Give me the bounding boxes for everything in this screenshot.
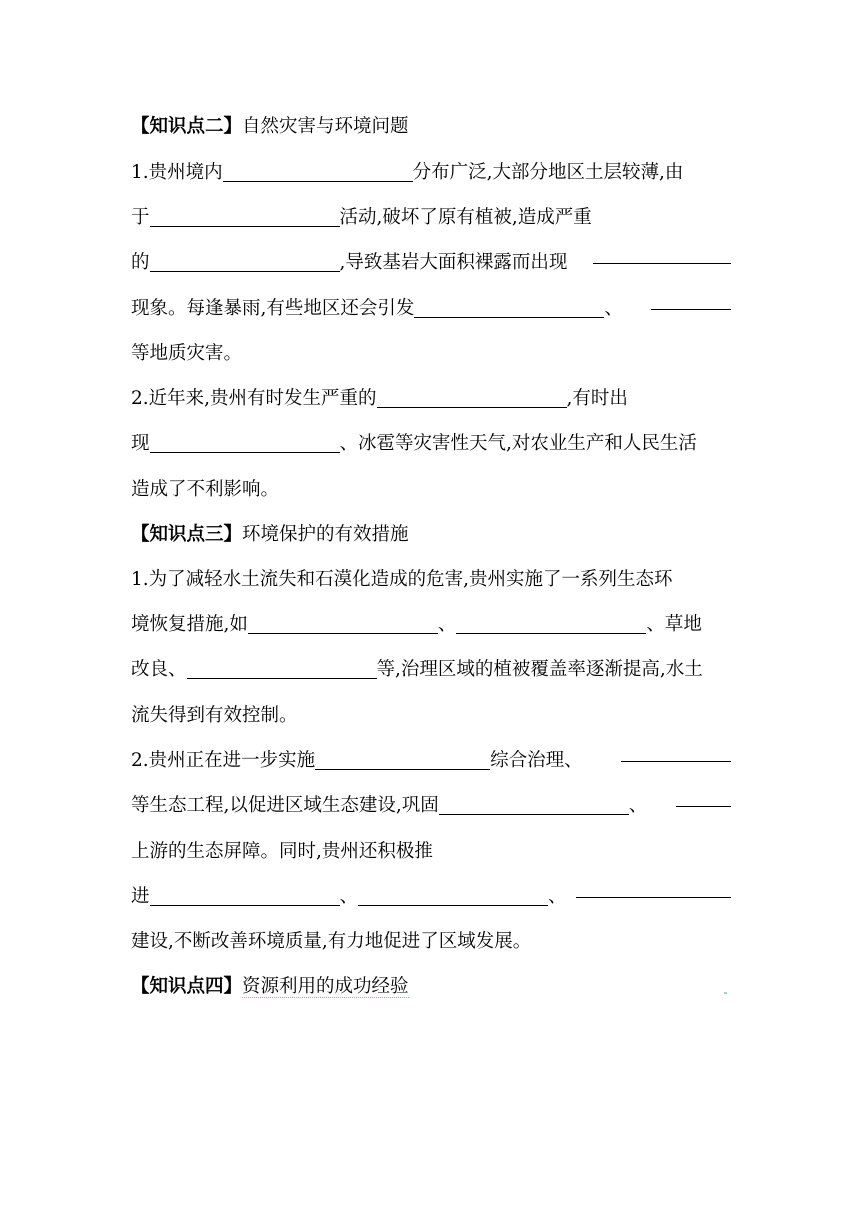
text-run: ,导致基岩大面积裸露而出现 bbox=[339, 252, 568, 273]
text-run: 2.近年来,贵州有时发生严重的 bbox=[131, 388, 377, 409]
fill-blank[interactable] bbox=[377, 387, 567, 408]
paragraph-line bbox=[131, 334, 731, 374]
text-run: 、冰雹等灾害性天气,对农业生产和人民生活 bbox=[339, 433, 697, 454]
text-run: 现 bbox=[131, 433, 150, 454]
text-run: ,有时出 bbox=[566, 388, 628, 409]
fill-blank[interactable] bbox=[223, 161, 413, 182]
section-heading-4 bbox=[131, 967, 731, 1007]
text-run: 境恢复措施,如 bbox=[131, 614, 248, 635]
paragraph-line bbox=[131, 650, 731, 690]
paragraph-line bbox=[131, 560, 731, 600]
paragraph-line bbox=[131, 832, 731, 872]
text-run: 上游的生态屏障。同时,贵州还积极推 bbox=[131, 841, 433, 862]
paragraph-line bbox=[131, 424, 731, 464]
text-run: 进 bbox=[131, 886, 150, 907]
fill-blank[interactable] bbox=[651, 289, 731, 310]
paragraph-line bbox=[131, 786, 731, 826]
text-run: 等生态工程,以促进区域生态建设,巩固 bbox=[131, 795, 439, 816]
fill-blank[interactable] bbox=[358, 885, 548, 906]
paragraph-line bbox=[131, 379, 731, 419]
section-bracket-title: 【知识点二】 bbox=[131, 116, 243, 137]
paragraph-line bbox=[131, 922, 731, 962]
text-run: 现象。每逢暴雨,有些地区还会引发 bbox=[131, 298, 415, 319]
fill-blank[interactable] bbox=[248, 613, 438, 634]
section-title: 自然灾害与环境问题 bbox=[242, 116, 409, 137]
paragraph-line bbox=[131, 605, 731, 645]
fill-blank[interactable] bbox=[576, 877, 731, 898]
text-run: 活动,破坏了原有植被,造成严重 bbox=[339, 207, 592, 228]
text-run: 等地质灾害。 bbox=[131, 343, 243, 364]
text-run: 、 bbox=[628, 795, 648, 816]
fill-blank[interactable] bbox=[439, 794, 629, 815]
paragraph-line bbox=[131, 243, 731, 283]
section-heading-2 bbox=[131, 107, 731, 147]
paragraph-line bbox=[131, 470, 731, 510]
fill-blank[interactable] bbox=[621, 741, 731, 762]
text-run: 改良、 bbox=[131, 659, 187, 680]
text-run: 、草地 bbox=[646, 614, 702, 635]
fill-blank[interactable] bbox=[676, 786, 731, 807]
section-title: 环境保护的有效措施 bbox=[242, 524, 409, 545]
fill-blank[interactable] bbox=[150, 206, 340, 227]
text-run: 造成了不利影响。 bbox=[131, 479, 280, 500]
text-run: 分布广泛,大部分地区土层较薄,由 bbox=[412, 162, 684, 183]
section-title: 资源利用的成功经验 bbox=[242, 976, 409, 997]
text-run: 、 bbox=[437, 614, 457, 635]
text-run: 综合治理、 bbox=[490, 750, 583, 771]
text-run: 、 bbox=[604, 298, 623, 319]
fill-blank[interactable] bbox=[150, 885, 340, 906]
text-run: 建设,不断改善环境质量,有力地促进了区域发展。 bbox=[131, 931, 532, 952]
paragraph-line bbox=[131, 741, 731, 781]
text-run: 的 bbox=[131, 252, 150, 273]
paragraph-line bbox=[131, 153, 731, 193]
stray-mark bbox=[724, 992, 727, 994]
section-bracket-title: 【知识点三】 bbox=[131, 524, 243, 545]
fill-blank[interactable] bbox=[593, 243, 731, 264]
fill-blank[interactable] bbox=[414, 297, 604, 318]
section-bracket-title: 【知识点四】 bbox=[131, 976, 243, 997]
text-run: 1.贵州境内 bbox=[131, 162, 223, 183]
text-run: 、 bbox=[548, 886, 567, 907]
fill-blank[interactable] bbox=[187, 658, 377, 679]
paragraph-line bbox=[131, 198, 731, 238]
paragraph-line bbox=[131, 289, 731, 329]
paragraph-line bbox=[131, 877, 731, 917]
section-heading-3 bbox=[131, 515, 731, 555]
fill-blank[interactable] bbox=[150, 432, 340, 453]
text-run: 、 bbox=[339, 886, 359, 907]
fill-blank[interactable] bbox=[150, 251, 340, 272]
fill-blank[interactable] bbox=[456, 613, 646, 634]
text-run: 于 bbox=[131, 207, 150, 228]
paragraph-line bbox=[131, 696, 731, 736]
text-run: 2.贵州正在进一步实施 bbox=[131, 750, 316, 771]
fill-blank[interactable] bbox=[315, 749, 490, 770]
text-run: 1.为了减轻水土流失和石漠化造成的危害,贵州实施了一系列生态环 bbox=[131, 569, 673, 590]
text-run: 等,治理区域的植被覆盖率逐渐提高,水土 bbox=[376, 659, 703, 680]
text-run: 流失得到有效控制。 bbox=[131, 705, 298, 726]
